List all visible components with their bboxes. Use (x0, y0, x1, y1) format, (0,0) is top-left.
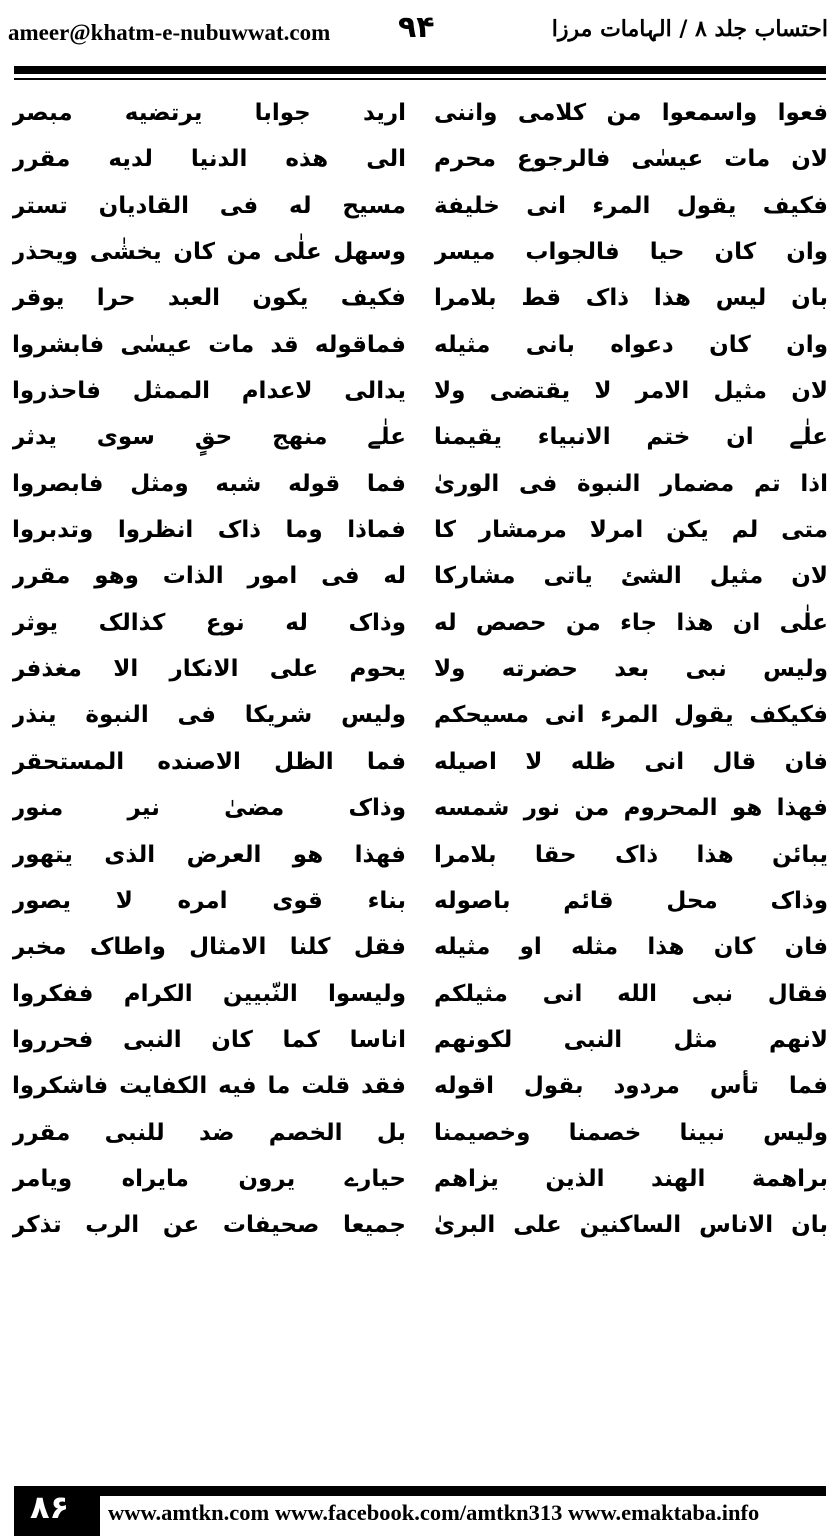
verse-line: علٰى ان هذا جاء من حصص له (434, 609, 828, 636)
verse-line: فما قوله شبه ومثل فابصروا (12, 470, 406, 497)
verse-line: براهمة الهند الذين يزاهم (434, 1165, 828, 1192)
verse-line: وذاک محل قائم باصوله (434, 887, 828, 914)
poem-right-column (434, 90, 828, 1249)
verse-line: حيارے يرون مايراه ويامر (12, 1165, 406, 1192)
page-footer (14, 1486, 826, 1536)
verse-line: بان الاناس الساكنين على البرىٰ (434, 1212, 828, 1239)
verse-line: فكيف يكون العبد حرا يوقر (12, 285, 406, 312)
verse-line: اناسا كما كان النبى فحرروا (12, 1026, 406, 1053)
verse-line: يدالى لاعدام الممثل فاحذروا (12, 378, 406, 405)
verse-line: بل الخصم ضد للنبى مقرر (12, 1119, 406, 1146)
verse-line: لان مثيل الامر لا يقتضى ولا (434, 378, 828, 405)
verse-line: فكيكف يقول المرء انى مسيحكم (434, 702, 828, 729)
verse-line: مسيح له فى القاديان تستر (12, 192, 406, 219)
verse-line: لان مات عيسٰى فالرجوع محرم (434, 146, 828, 173)
verse-line: علٰے ان ختم الانبياء يقيمنا (434, 424, 828, 451)
verse-line: فقال نبى الله انى مثيلكم (434, 980, 828, 1007)
verse-line: علٰے منهج حقٍ سوى يدثر (12, 424, 406, 451)
verse-line: فما تأس مردود بقول اقوله (434, 1073, 828, 1100)
verse-line: وان كان حيا فالجواب ميسر (434, 239, 828, 266)
poem-body (0, 80, 840, 1486)
header-title: احتساب جلد ۸ / الہامات مرزا (551, 16, 828, 42)
verse-line: له فى امور الذات وهو مقرر (12, 563, 406, 590)
verse-line: اريد جوابا يرتضيه مبصر (12, 100, 406, 126)
verse-line: لان مثيل الشئ ياتى مشاركا (434, 563, 828, 590)
header-email: ameer@khatm-e-nubuwwat.com (8, 20, 331, 45)
verse-line: الى هذه الدنيا لديه مقرر (12, 146, 406, 173)
verse-line: وليس نبينا خصمنا وخصيمنا (434, 1119, 828, 1146)
verse-line: يحوم على الانكار الا مغذفر (12, 656, 406, 683)
verse-line: فما الظل الاصنده المستحقر (12, 748, 406, 775)
verse-line: فقل كلنا الامثال واطاک مخبر (12, 934, 406, 961)
footer-links: www.amtkn.com www.facebook.com/amtkn313 www.emaktaba.info (108, 1500, 760, 1525)
footer-page-number: ۸۶ (30, 1488, 70, 1526)
verse-line: وليس نبى بعد حضرته ولا (434, 656, 828, 683)
verse-line: وان كان دعواه بانى مثيله (434, 331, 828, 358)
header-rule-thick (14, 66, 826, 74)
page-header (0, 0, 840, 62)
verse-line: وسهل علٰى من كان يخشٰى ويحذر (12, 239, 406, 266)
verse-line: فماذا وما ذاک انظروا وتدبروا (12, 517, 406, 544)
verse-line: جميعا صحيفات عن الرب تذكر (12, 1212, 406, 1239)
verse-line: فعوا واسمعوا من كلامى واننى (434, 100, 828, 126)
verse-line: فماقوله قد مات عيسٰى فابشروا (12, 331, 406, 358)
header-page-number: ۹۴ (398, 10, 435, 45)
verse-line: فهذا هو العرض الذى يتهور (12, 841, 406, 868)
verse-line: وذاک له نوع كذالک يوثر (12, 609, 406, 636)
poem-left-column (12, 90, 406, 1249)
verse-line: وذاک مضىٰ نير منور (12, 795, 406, 822)
verse-line: يبائن هذا ذاک حقا بلامرا (434, 841, 828, 868)
verse-line: اذا تم مضمار النبوة فى الورىٰ (434, 470, 828, 497)
verse-line: فقد قلت ما فيه الكفايت فاشكروا (12, 1073, 406, 1100)
verse-line: بناء قوى امره لا يصور (12, 887, 406, 914)
verse-line: وليسوا النّبيين الكرام ففكروا (12, 980, 406, 1007)
verse-line: فهذا هو المحروم من نور شمسه (434, 795, 828, 822)
verse-line: متى لم يكن امرلا مرمشار كا (434, 517, 828, 544)
verse-line: وليس شريكا فى النبوة ينذر (12, 702, 406, 729)
verse-line: فكيف يقول المرء انى خليفة (434, 192, 828, 219)
footer-links-box (100, 1496, 826, 1536)
verse-line: بان ليس هذا ذاک قط بلامرا (434, 285, 828, 312)
verse-line: فان كان هذا مثله او مثيله (434, 934, 828, 961)
verse-line: لانهم مثل النبى لكونهم (434, 1026, 828, 1053)
verse-line: فان قال انى ظله لا اصيله (434, 748, 828, 775)
